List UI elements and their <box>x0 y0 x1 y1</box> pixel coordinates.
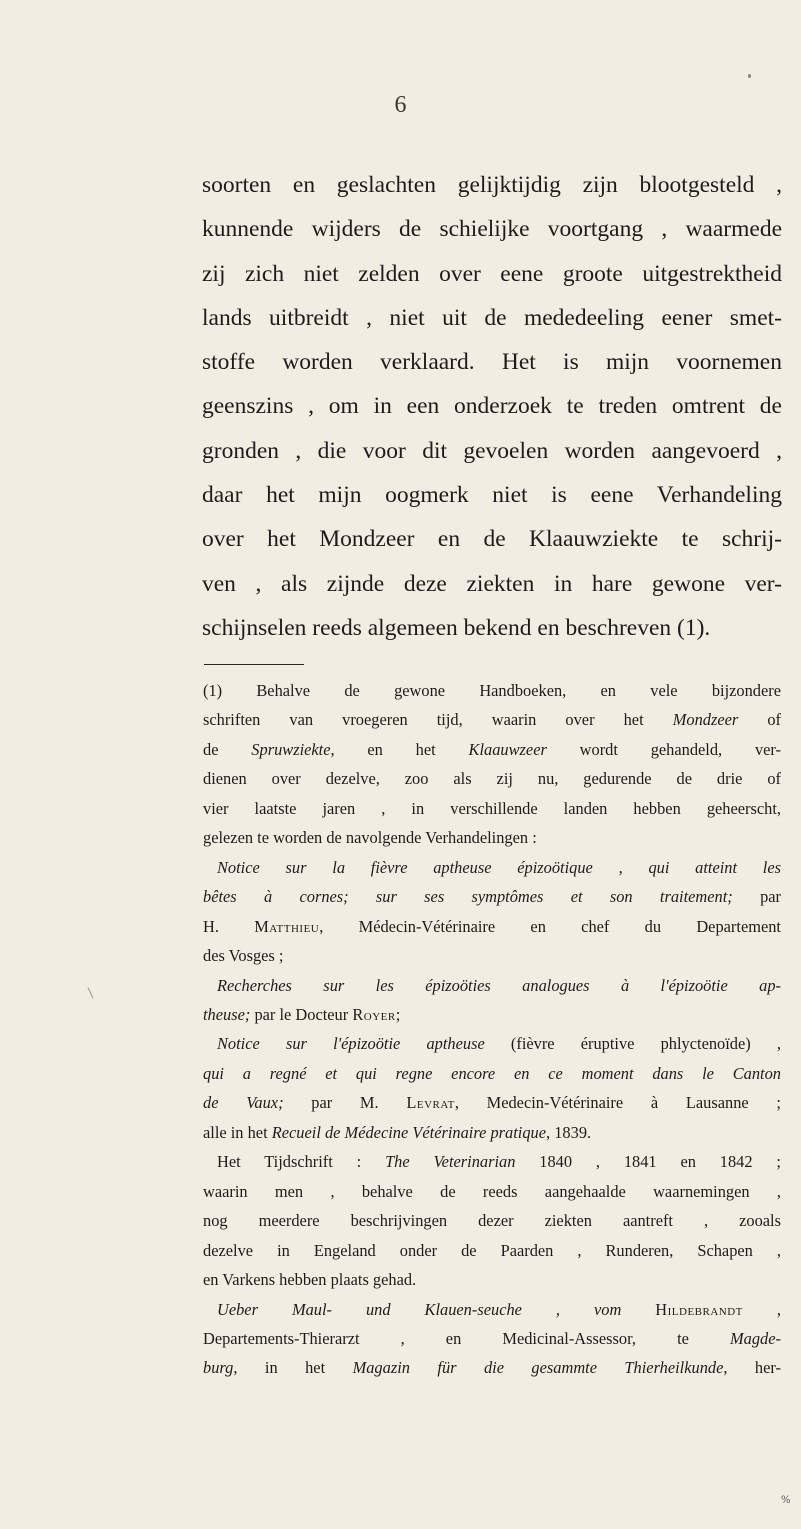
footnote-line: Departements-Thierarzt , en Medicinal-Assessor, te Magde- <box>203 1328 781 1348</box>
text-line: geenszins , om in een onderzoek te treden omtrent de <box>202 393 782 420</box>
footnote-line: Notice sur la fièvre aptheuse épizoötique , qui atteint les <box>217 857 781 877</box>
footnote-line: de Vaux; par M. Levrat, Medecin-Vétérinaire à Lausanne ; <box>203 1093 781 1113</box>
text-line: kunnende wijders de schielijke voortgang , waarmede <box>202 216 782 243</box>
footnote-line: H. Matthieu, Médecin-Vétérinaire en chef du Departement <box>203 916 781 936</box>
footnote-line: Notice sur l'épizoötie aptheuse (fièvre éruptive phlyctenoïde) , <box>217 1034 781 1054</box>
footnote-line: de Spruwziekte, en het Klaauwzeer wordt gehandeld, ver- <box>203 739 782 759</box>
text-line: gronden , die voor dit gevoelen worden aangevoerd , <box>202 437 782 464</box>
text-line: lands uitbreidt , niet uit de mededeeling eener smet- <box>202 304 782 331</box>
footnote-line: waarin men , behalve de reeds aangehaalde waarnemingen , <box>203 1181 781 1201</box>
text-line: over het Mondzeer en de Klaauwziekte te schrij- <box>202 526 782 553</box>
footnote-line: dienen over dezelve, zoo als zij nu, gedurende de drie of <box>203 769 781 789</box>
margin-pencil-mark <box>88 987 94 998</box>
text-line: ven , als zijnde deze ziekten in hare gewone ver- <box>202 570 782 597</box>
footnote-line: Ueber Maul- und Klauen-seuche , vom Hildebrandt , <box>217 1299 781 1319</box>
text-line: daar het mijn oogmerk niet is eene Verhandeling <box>202 482 782 509</box>
paper-speck <box>748 74 751 78</box>
text-line: stoffe worden verklaard. Het is mijn voornemen <box>202 349 782 376</box>
footnote-line: Het Tijdschrift : The Veterinarian 1840 , 1841 en 1842 ; <box>217 1152 781 1172</box>
footnotes <box>203 676 781 1383</box>
footnote-line: nog meerdere beschrijvingen dezer ziekten aantreft , zooals <box>203 1211 781 1231</box>
footnote-line: en Varkens hebben plaats gehad. <box>203 1270 417 1290</box>
text-line: soorten en geslachten gelijktijdig zijn blootgesteld , <box>202 172 782 198</box>
footnote-line: Recherches sur les épizoöties analogues à l'épizoötie ap- <box>217 975 781 995</box>
footnote-rule <box>204 664 304 665</box>
main-text <box>202 163 782 650</box>
footnote-line: (1) Behalve de gewone Handboeken, en vele bijzondere <box>203 681 781 700</box>
footnote-line: schriften van vroegeren tijd, waarin over het Mondzeer of <box>203 710 781 730</box>
footnote-line: des Vosges ; <box>203 946 284 966</box>
footnote-line: dezelve in Engeland onder de Paarden , Runderen, Schapen , <box>203 1240 781 1260</box>
footnote-line: gelezen te worden de navolgende Verhandelingen : <box>203 828 537 848</box>
footnote-line: qui a regné et qui regne encore en ce moment dans le Canton <box>203 1063 781 1083</box>
footnote-line: vier laatste jaren , in verschillende landen hebben geheerscht, <box>203 798 781 818</box>
footnote-line: alle in het Recueil de Médecine Vétérinaire pratique, 1839. <box>203 1122 592 1142</box>
printer-mark: % <box>781 1495 791 1506</box>
text-line: schijnselen reeds algemeen bekend en beschreven (1). <box>202 614 711 641</box>
footnote-line: theuse; par le Docteur Royer; <box>203 1004 401 1024</box>
footnote-line: bêtes à cornes; sur ses symptômes et son traitement; par <box>203 887 781 907</box>
text-line: zij zich niet zelden over eene groote uitgestrektheid <box>202 260 782 287</box>
page-number: 6 <box>394 92 407 118</box>
footnote-line: burg, in het Magazin für die gesammte Thierheilkunde, her- <box>203 1358 781 1378</box>
